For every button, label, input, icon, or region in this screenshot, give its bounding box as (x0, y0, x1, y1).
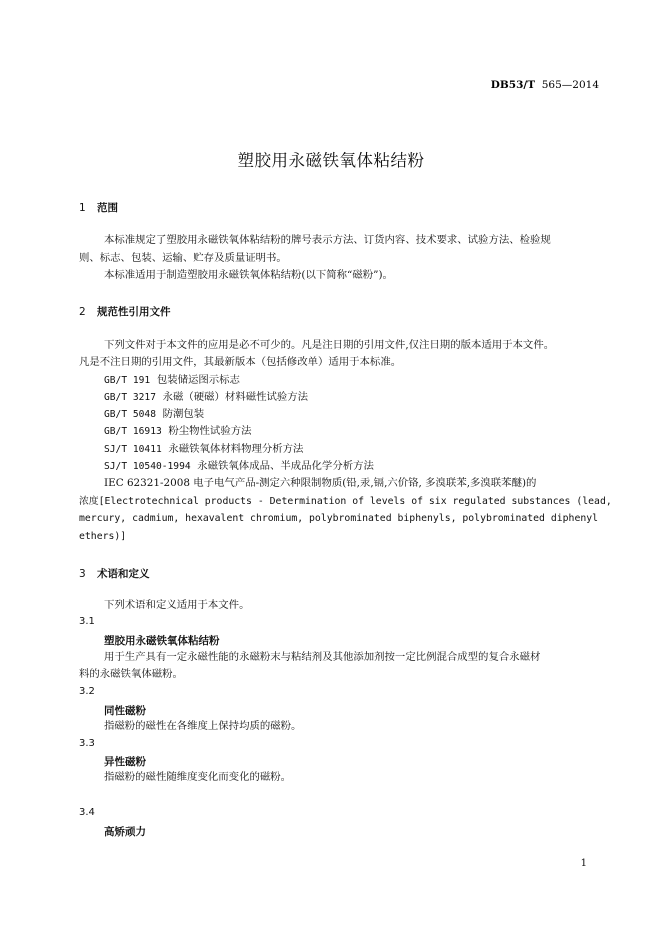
paragraph-line: 本标准适用于制造塑胶用永磁铁氧体粘结粉(以下简称“磁粉”)。 (104, 269, 393, 281)
paragraph-line: 则、标志、包装、运输、贮存及质量证明书。 (79, 252, 287, 264)
term-definition: 指磁粉的磁性在各维度上保持均质的磁粉。 (104, 720, 302, 732)
term-name: 同性磁粉 (104, 705, 146, 717)
page-number: 1 (580, 858, 587, 869)
reference-item: GB/T 3217 永磁（硬磁）材料磁性试验方法 (104, 391, 309, 403)
section-heading-scope: 1 范围 (79, 202, 118, 214)
term-number: 3.2 (79, 686, 95, 697)
term-number: 3.3 (79, 738, 95, 749)
term-number: 3.4 (79, 807, 95, 818)
term-name: 塑胶用永磁铁氧体粘结粉 (104, 635, 220, 647)
term-number: 3.1 (79, 616, 95, 627)
reference-item: SJ/T 10411 永磁铁氧体材料物理分析方法 (104, 443, 304, 455)
section-heading-normative-references: 2 规范性引用文件 (79, 306, 171, 318)
term-definition: 用于生产具有一定永磁性能的永磁粉末与粘结剂及其他添加剂按一定比例混合成型的复合永磁材 (104, 651, 541, 663)
reference-item: SJ/T 10540-1994 永磁铁氧体成品、半成品化学分析方法 (104, 460, 374, 472)
reference-item: GB/T 16913 粉尘物性试验方法 (104, 425, 252, 437)
reference-item: GB/T 191 包装储运图示标志 (104, 374, 240, 386)
paragraph-line: 凡是不注日期的引用文件，其最新版本（包括修改单）适用于本标准。 (79, 356, 402, 368)
paragraph-line: 下列文件对于本文件的应用是必不可少的。凡是注日期的引用文件,仅注日期的版本适用于本文件。 (104, 339, 555, 351)
reference-item-iec-line: ethers)] (79, 531, 127, 542)
term-name: 高矫顽力 (104, 826, 146, 838)
term-definition: 料的永磁铁氧体磁粉。 (79, 668, 183, 680)
reference-item: GB/T 5048 防潮包装 (104, 408, 205, 420)
reference-item-iec-line: 浓度[Electrotechnical products - Determination of levels of six regulated substances (lead, (79, 496, 612, 507)
term-name: 异性磁粉 (104, 756, 146, 768)
reference-item-iec-line: mercury, cadmium, hexavalent chromium, polybrominated biphenyls, polybrominated diphenyl (79, 513, 599, 524)
page-title: 塑胶用永磁铁氧体粘结粉 (237, 151, 425, 170)
section-heading-terms-and-definitions: 3 术语和定义 (79, 568, 150, 580)
paragraph-line: 本标准规定了塑胶用永磁铁氧体粘结粉的牌号表示方法、订货内容、技术要求、试验方法、检验规 (104, 234, 551, 246)
document-code-header: DB53/T 565—2014 (490, 79, 599, 91)
paragraph-line: 下列术语和定义适用于本文件。 (104, 599, 250, 611)
reference-item-iec: IEC 62321-2008 电子电气产品-测定六种限制物质(铅,汞,镉,六价铬, 多溴联苯,多溴联苯醚)的 (104, 477, 537, 489)
term-definition: 指磁粉的磁性随维度变化而变化的磁粉。 (104, 771, 292, 783)
